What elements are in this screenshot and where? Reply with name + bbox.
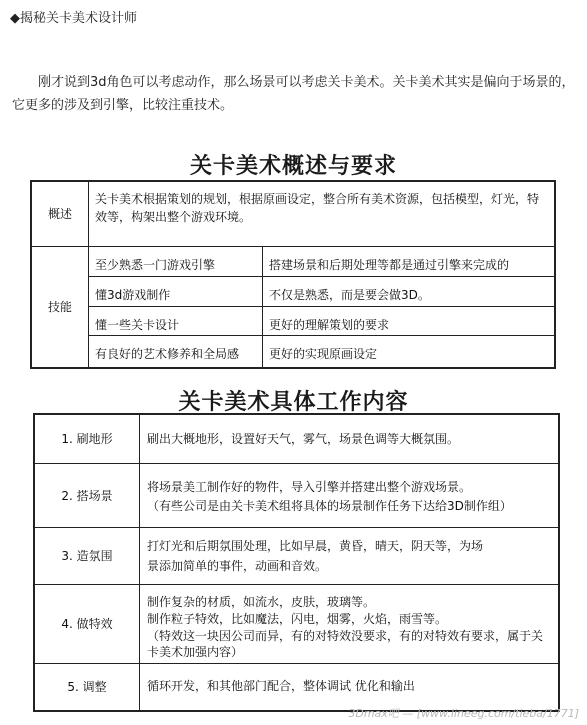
- skill-item: 至少熟悉一门游戏引擎: [95, 258, 216, 272]
- skill-item: 懂3d游戏制作: [95, 288, 171, 302]
- watermark: 3Dmax吧 — [www.lineeg.com/tieba/1771]: [348, 707, 579, 720]
- task-line: 循环开发，和其他部门配合，整体调试 优化和输出: [147, 679, 415, 693]
- skill-desc: 搭建场景和后期处理等都是通过引擎来完成的: [269, 258, 510, 272]
- overview-label: 概述: [47, 207, 72, 221]
- task-line: 制作复杂的材质，如流水，皮肤，玻璃等。: [147, 595, 376, 609]
- task-label: 1. 刷地形: [61, 432, 113, 446]
- task-note: （有些公司是由关卡美术组将具体的场景制作任务下达给3D制作组）: [147, 499, 512, 513]
- task-line: 景添加简单的事件，动画和音效。: [147, 559, 328, 573]
- task-line: 刷出大概地形，设置好天气，雾气，场景色调等大概氛围。: [147, 432, 460, 446]
- task-line: 将场景美工制作好的物件，导入引擎并搭建出整个游戏场景。: [147, 480, 472, 494]
- task-label: 3. 造氛围: [61, 549, 113, 563]
- requirements-table: [30, 180, 556, 369]
- task-note: （特效这一块因公司而异，有的对特效没要求，有的对特效有要求，属于关卡美术加强内容）: [147, 629, 544, 659]
- task-label: 2. 搭场景: [61, 488, 113, 503]
- skill-item: 有良好的艺术修养和全局感: [95, 347, 240, 361]
- table2-title: 关卡美术具体工作内容: [178, 390, 409, 415]
- skill-desc: 不仅是熟悉，而是要会做3D。: [269, 288, 430, 302]
- overview-text: 关卡美术根据策划的规划，根据原画设定，整合所有美术资源，包括模型，灯光，特效等，构架出整个游戏环境。: [95, 192, 540, 224]
- skill-desc: 更好的理解策划的要求: [269, 318, 390, 332]
- intro-paragraph: 刚才说到3d角色可以考虑动作，那么场景可以考虑关卡美术。关卡美术其实是偏向于场景的，它更多的涉及到引擎，比较注重技术。: [12, 75, 575, 113]
- table1-title: 关卡美术概述与要求: [189, 154, 397, 179]
- task-line: 制作粒子特效，比如魔法，闪电，烟雾，火焰，雨雪等。: [147, 612, 448, 626]
- skill-item: 懂一些关卡设计: [95, 318, 180, 332]
- task-label: 5. 调整: [67, 680, 107, 694]
- work-content-table: [33, 413, 560, 712]
- task-line: 打灯光和后期氛围处理，比如早晨，黄昏，晴天，阴天等，为场: [147, 539, 484, 553]
- skill-desc: 更好的实现原画设定: [269, 347, 378, 361]
- section-heading: ◆揭秘关卡美术设计师: [10, 11, 137, 26]
- task-label: 4. 做特效: [61, 617, 113, 631]
- skills-label: 技能: [47, 300, 72, 314]
